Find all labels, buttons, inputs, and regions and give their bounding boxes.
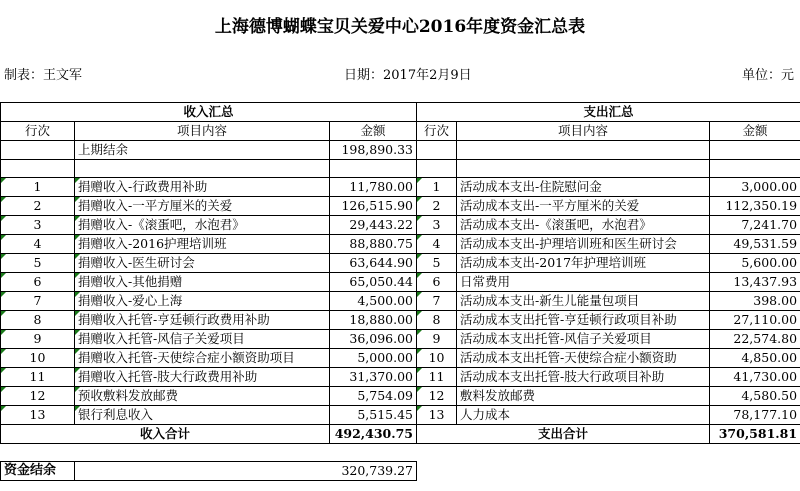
expense-amount: 41,730.00 [710,368,800,387]
income-amount: 5,000.00 [330,349,417,368]
expense-amount: 3,000.00 [710,178,800,197]
fund-summary-table [0,102,800,481]
expense-item: 活动成本支出托管-风信子关爱项目 [457,330,710,349]
income-row-no: 13 [1,406,75,425]
table-row [1,311,800,330]
expense-item: 活动成本支出-一平方厘米的关爱 [457,197,710,216]
income-item: 捐赠收入-其他捐赠 [75,273,330,292]
income-item: 捐赠收入-一平方厘米的关爱 [75,197,330,216]
expense-amount: 7,241.70 [710,216,800,235]
table-row [1,254,800,273]
income-item: 预收敷料发放邮费 [75,387,330,406]
expense-row-no: 1 [417,178,457,197]
income-amount: 11,780.00 [330,178,417,197]
expense-row-no: 11 [417,368,457,387]
income-row-no: 7 [1,292,75,311]
expense-row-no: 5 [417,254,457,273]
expense-item: 日常费用 [457,273,710,292]
income-row-no: 5 [1,254,75,273]
income-col-row-no: 行次 [1,122,75,141]
expense-amount: 398.00 [710,292,800,311]
income-amount: 126,515.90 [330,197,417,216]
income-item: 捐赠收入-《滚蛋吧，水泡君》 [75,216,330,235]
expense-item: 活动成本支出托管-肢大行政项目补助 [457,368,710,387]
table-row [1,387,800,406]
report-date: 日期：2017年2月9日 [344,68,472,83]
income-amount: 88,880.75 [330,235,417,254]
income-item: 捐赠收入托管-风信子关爱项目 [75,330,330,349]
income-row-no: 1 [1,178,75,197]
expense-row-no: 4 [417,235,457,254]
opening-balance-row [1,141,800,160]
income-row-no: 10 [1,349,75,368]
expense-row-no: 8 [417,311,457,330]
expense-total-label: 支出合计 [417,425,710,444]
table-row [1,178,800,197]
expense-amount: 4,850.00 [710,349,800,368]
income-item: 捐赠收入-2016护理培训班 [75,235,330,254]
income-amount: 29,443.22 [330,216,417,235]
income-amount: 63,644.90 [330,254,417,273]
balance-label: 资金结余 [1,462,75,481]
opening-balance-label: 上期结余 [75,141,330,160]
expense-row-no: 3 [417,216,457,235]
table-row [1,216,800,235]
income-item: 捐赠收入托管-天使综合症小额资助项目 [75,349,330,368]
table-row [1,330,800,349]
income-amount: 5,515.45 [330,406,417,425]
expense-amount: 78,177.10 [710,406,800,425]
expense-row-no: 2 [417,197,457,216]
spacer-row [1,160,800,178]
balance-amount: 320,739.27 [330,462,417,481]
income-total-amount: 492,430.75 [330,425,417,444]
expense-amount: 49,531.59 [710,235,800,254]
expense-item: 活动成本支出-2017年护理培训班 [457,254,710,273]
currency-unit: 单位：元 [741,68,794,83]
expense-item: 活动成本支出-《滚蛋吧，水泡君》 [457,216,710,235]
expense-row-no: 13 [417,406,457,425]
expense-col-item: 项目内容 [457,122,710,141]
income-row-no: 9 [1,330,75,349]
income-row-no: 11 [1,368,75,387]
income-row-no: 12 [1,387,75,406]
column-header-row [1,122,800,141]
expense-item: 活动成本支出托管-天使综合症小额资助 [457,349,710,368]
preparer: 制表：王文军 [4,68,83,83]
table-row [1,349,800,368]
expense-amount: 5,600.00 [710,254,800,273]
income-amount: 5,754.09 [330,387,417,406]
expense-item: 活动成本支出-新生儿能量包项目 [457,292,710,311]
table-body [1,103,800,481]
opening-balance-amount: 198,890.33 [330,141,417,160]
expense-row-no: 6 [417,273,457,292]
table-row [1,273,800,292]
income-total-label: 收入合计 [1,425,330,444]
income-row-no: 8 [1,311,75,330]
expense-item: 活动成本支出-住院慰问金 [457,178,710,197]
income-amount: 65,050.44 [330,273,417,292]
income-amount: 36,096.00 [330,330,417,349]
expense-item: 活动成本支出-护理培训班和医生研讨会 [457,235,710,254]
expense-amount: 22,574.80 [710,330,800,349]
income-item: 捐赠收入-医生研讨会 [75,254,330,273]
expense-row-no: 12 [417,387,457,406]
income-amount: 18,880.00 [330,311,417,330]
totals-row [1,425,800,444]
expense-item: 活动成本支出托管-亨廷顿行政项目补助 [457,311,710,330]
income-amount: 31,370.00 [330,368,417,387]
table-row [1,197,800,216]
table-row [1,406,800,425]
income-col-amount: 金额 [330,122,417,141]
income-row-no: 6 [1,273,75,292]
table-row [1,235,800,254]
income-col-item: 项目内容 [75,122,330,141]
expense-row-no: 7 [417,292,457,311]
expense-amount: 27,110.00 [710,311,800,330]
expense-item: 敷料发放邮费 [457,387,710,406]
expense-row-no: 10 [417,349,457,368]
expense-item: 人力成本 [457,406,710,425]
expense-amount: 13,437.93 [710,273,800,292]
expense-section-header: 支出汇总 [417,103,800,122]
income-item: 捐赠收入托管-肢大行政费用补助 [75,368,330,387]
expense-amount: 4,580.50 [710,387,800,406]
income-row-no: 2 [1,197,75,216]
section-header-row [1,103,800,122]
table-row [1,292,800,311]
expense-total-amount: 370,581.81 [710,425,800,444]
income-item: 捐赠收入-行政费用补助 [75,178,330,197]
expense-col-row-no: 行次 [417,122,457,141]
expense-row-no: 9 [417,330,457,349]
income-section-header: 收入汇总 [1,103,417,122]
income-row-no: 3 [1,216,75,235]
income-item: 银行利息收入 [75,406,330,425]
income-row-no: 4 [1,235,75,254]
table-row [1,368,800,387]
income-item: 捐赠收入托管-亨廷顿行政费用补助 [75,311,330,330]
income-item: 捐赠收入-爱心上海 [75,292,330,311]
page-title: 上海德博蝴蝶宝贝关爱中心2016年度资金汇总表 [214,17,586,37]
expense-amount: 112,350.19 [710,197,800,216]
expense-col-amount: 金额 [710,122,800,141]
gap-row [1,444,800,462]
balance-row [1,462,800,481]
income-amount: 4,500.00 [330,292,417,311]
